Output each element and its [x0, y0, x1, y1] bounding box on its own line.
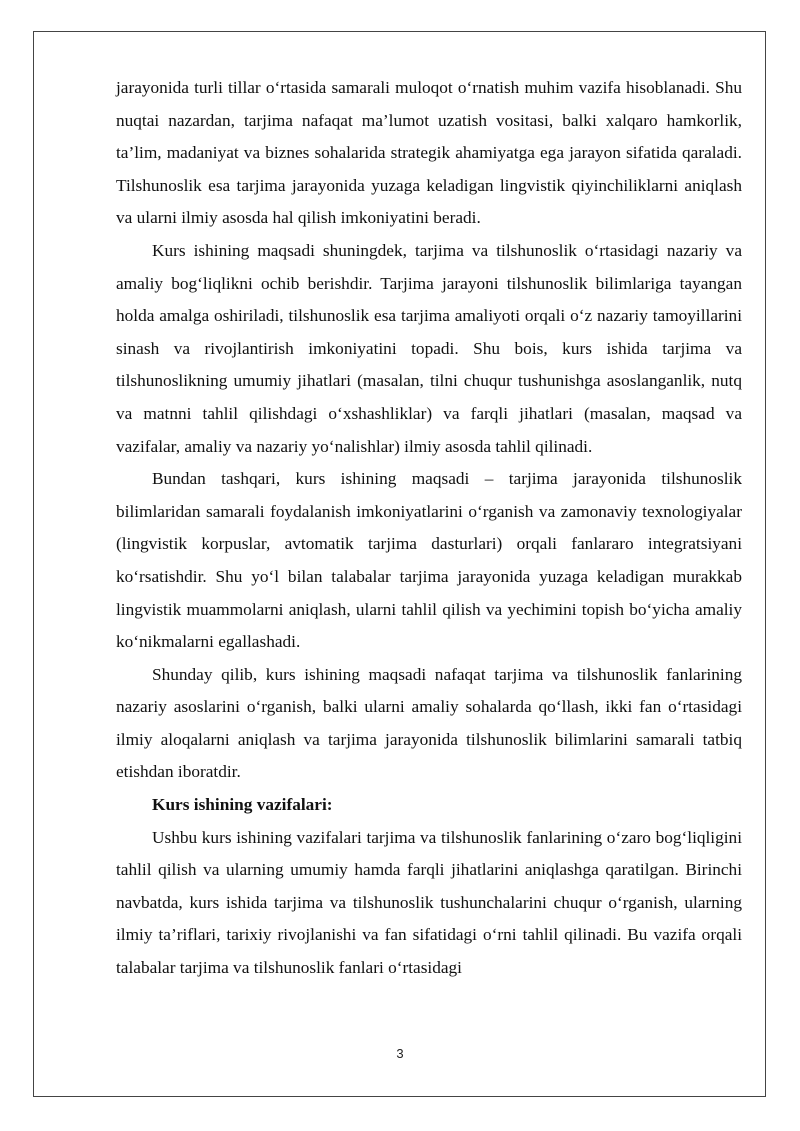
paragraph-continuation: jarayonida turli tillar o‘rtasida samarali muloqot o‘rnatish muhim vazifa hisoblanadi. Shu nuqtai nazardan, tarjima nafaqat ma’lumot uzatish vositasi, balki xalqaro hamkorlik, ta’lim, madaniyat va biznes sohalarida strategik ahamiyatga ega jarayon sifatida qaraladi. Tilshunoslik esa tarjima jarayonida yuzaga keladigan lingvistik qiyinchiliklarni aniqlash va ularni ilmiy asosda hal qilish imkoniyatini beradi.: [116, 78, 742, 228]
paragraph-tasks: Ushbu kurs ishining vazifalari tarjima va tilshunoslik fanlarining o‘zaro bog‘liqligini tahlil qilish va ularning umumiy hamda farqli jihatlarini aniqlashga qaratilgan. Birinchi navbatda, kurs ishida tarjima va tilshunoslik tushunchalarini chuqur o‘rganish, ularning ilmiy ta’riflari, tarixiy rivojlanishi va fan sifatidagi o‘rni tahlil qilinadi. Bu vazifa orqali talabalar tarjima va tilshunoslik fanlari o‘rtasidagi: [116, 827, 742, 978]
section-heading-tasks: Kurs ishining vazifalari:: [152, 795, 333, 815]
paragraph-goal-technology: Bundan tashqari, kurs ishining maqsadi – tarjima jarayonida tilshunoslik bilimlaridan samarali foydalanish imkoniyatlarini o‘rganish va zamonaviy texnologiyalar (lingvistik korpuslar, avtomatik tarjima dasturlari) orqali fanlararo integratsiyani ko‘rsatishdir. Shu yo‘l bilan talabalar tarjima jarayonida yuzaga keladigan murakkab lingvistik muammolarni aniqlash, ularni tahlil qilish va yechimini topish bo‘yicha amaliy ko‘nikmalarni egallashadi.: [116, 469, 742, 652]
paragraph-goal-conclusion: Shunday qilib, kurs ishining maqsadi nafaqat tarjima va tilshunoslik fanlarining nazariy asoslarini o‘rganish, balki ularni amaliy sohalarda qo‘llash, ikki fan o‘rtasidagi ilmiy aloqalarni aniqlash va tarjima jarayonida tilshunoslik bilimlarini samarali tatbiq etishdan iboratdir.: [116, 664, 742, 782]
paragraph-goal-relationship: Kurs ishining maqsadi shuningdek, tarjima va tilshunoslik o‘rtasidagi nazariy va amaliy bog‘liqlikni ochib berishdir. Tarjima jarayoni tilshunoslik bilimlariga tayangan holda amalga oshiriladi, tilshunoslik esa tarjima amaliyoti orqali o‘z nazariy tamoyillarini sinash va rivojlantirish imkoniyatini topadi. Shu bois, kurs ishida tarjima va tilshunoslikning umumiy jihatlari (masalan, tilni chuqur tushunishga asoslanganlik, nutq va matnni tahlil qilishdagi o‘xshashliklar) va farqli jihatlari (masalan, maqsad va vazifalar, amaliy va nazariy yo‘nalishlar) ilmiy asosda tahlil qilinadi.: [116, 240, 742, 456]
page-number: 3: [396, 1046, 404, 1061]
page-body: [116, 72, 742, 985]
